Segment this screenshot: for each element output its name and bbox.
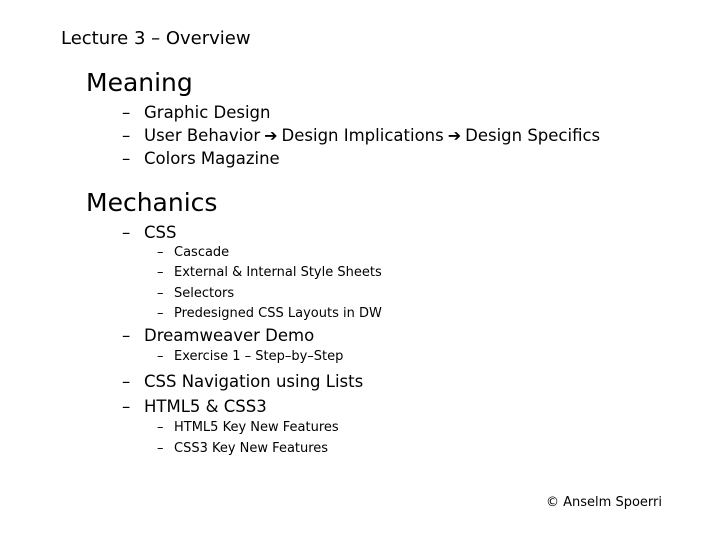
- item-label: Dreamweaver Demo: [144, 326, 315, 345]
- bullet-dash: –: [122, 103, 131, 122]
- arrow-right-icon: ➔: [264, 126, 278, 145]
- list-item-graphic-design: [122, 103, 270, 122]
- bullet-dash: –: [157, 420, 164, 435]
- item-label: CSS: [144, 223, 177, 242]
- sub-item-label: HTML5 Key New Features: [174, 420, 339, 435]
- bullet-dash: –: [122, 326, 131, 345]
- bullet-dash: –: [157, 265, 164, 280]
- copyright-footer: © Anselm Spoerri: [546, 495, 662, 510]
- list-item-dreamweaver-demo: [122, 326, 314, 345]
- item-label: HTML5 & CSS3: [144, 397, 267, 416]
- item-label: Graphic Design: [144, 103, 271, 122]
- sub-item-label: CSS3 Key New Features: [174, 441, 329, 456]
- sub-item-label: External & Internal Style Sheets: [174, 265, 382, 280]
- item-label: Design Implications: [281, 126, 444, 145]
- bullet-dash: –: [157, 286, 164, 301]
- list-item-html5-css3: [122, 397, 267, 416]
- bullet-dash: –: [157, 306, 164, 321]
- arrow-right-icon: ➔: [447, 126, 462, 145]
- bullet-dash: –: [122, 149, 131, 168]
- item-label: User Behavior: [144, 126, 261, 145]
- item-label: CSS Navigation using Lists: [144, 372, 364, 391]
- list-item-css: [122, 223, 176, 242]
- bullet-dash: –: [122, 126, 131, 145]
- list-item-colors-magazine: [122, 149, 280, 168]
- section-heading-meaning: Meaning: [86, 68, 193, 97]
- item-label: Colors Magazine: [144, 149, 280, 168]
- sub-item-label: Exercise 1 – Step–by–Step: [174, 349, 344, 364]
- bullet-dash: –: [157, 441, 164, 456]
- bullet-dash: –: [122, 397, 131, 416]
- section-heading-mechanics: Mechanics: [86, 188, 218, 217]
- bullet-dash: –: [122, 223, 131, 242]
- sub-item-label: Selectors: [174, 286, 235, 301]
- list-item-css-navigation: [122, 372, 363, 391]
- sub-item-label: Predesigned CSS Layouts in DW: [174, 306, 382, 321]
- bullet-dash: –: [157, 349, 164, 364]
- slide-title: Lecture 3 – Overview: [61, 28, 251, 49]
- bullet-dash: –: [157, 245, 164, 260]
- sub-item-label: Cascade: [174, 245, 230, 260]
- bullet-dash: –: [122, 372, 131, 391]
- list-item-user-behavior: [122, 126, 600, 145]
- item-label: Design Specifics: [465, 126, 601, 145]
